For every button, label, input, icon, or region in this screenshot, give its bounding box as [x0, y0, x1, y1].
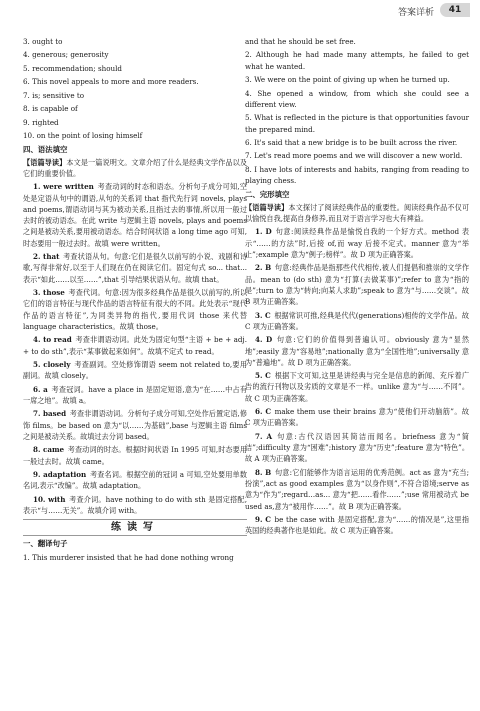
cloze-answers: [245, 226, 469, 536]
explanation: 考查非谓语动词。此处为固定句型“主语 + be + adj. + to do sth”,表示“某事做起来如何”。故填不定式 to read。: [23, 335, 247, 356]
cloze-item: [245, 514, 469, 537]
cloze-item: [245, 262, 469, 307]
cloze-item: [245, 226, 469, 260]
answer-key: 3. those: [33, 288, 65, 298]
page-number: 41: [440, 3, 470, 17]
answer-line: 4. generous; generosity: [23, 50, 109, 60]
grammar-item: [23, 494, 247, 517]
answer-line: 7. is; sensitive to: [23, 90, 84, 100]
section-label: 答案详析: [397, 8, 434, 18]
answer-line: 8. is capable of: [23, 104, 78, 114]
answer-key: 8. B: [255, 467, 272, 477]
explanation: 考查介词。have nothing to do with sth 是固定搭配,表示“与……无关”。故填介词 with。: [23, 494, 247, 515]
section-title-translation: 一、翻译句子: [23, 539, 68, 549]
explanation: 句意:它们的价值得到普遍认可。obviously 意为“显然地”;easily 意为“容易地”;nationally 意为“全国性地”;universally 意为“普遍地”。故 D 项为正确答案。: [245, 335, 469, 367]
section-title-cloze: 二、完形填空: [245, 189, 290, 199]
explanation: 根据下文可知,这里是讲经典与完全是信息的新闻、充斥着广告的流行刊物以及劣质的文章是不一样。unlike 意为“与……不同”。故 C 项为正确答案。: [245, 371, 469, 403]
answer-key: 6. C: [255, 407, 272, 417]
guide-tag: 【语篇导读】: [245, 202, 289, 212]
grammar-item: [23, 334, 247, 357]
answer-key: 4. to read: [33, 335, 72, 345]
grammar-item: [23, 384, 247, 407]
answer-key: 1. D: [255, 227, 272, 237]
answer-line: 3. ought to: [23, 37, 63, 46]
answer-key: 5. closely: [33, 359, 71, 369]
cloze-item: [245, 406, 469, 429]
guide-text: 本文探讨了阅读经典作品的重要性。阅读经典作品不仅可以愉悦自我,提高自身修养,而且对于语言学习也大有裨益。: [245, 202, 469, 223]
grammar-item: [23, 181, 247, 249]
left-column: [23, 36, 247, 565]
translation-line: 7. Let's read more poems and we will discover a new world.: [245, 151, 463, 161]
explanation: 考查动词的时态和语态。分析句子成分可知,空处是定语从句中的谓语,从句的关系词 that 指代先行词 novels, plays and poems,谓语动词与其为被动关系,且指过去的事情,所以用一般过去时的被动语态。在此 write 与逻辑主语 novels, plays and poems 之间是被动关系,要用被动语态。结合时间状语 a long time ago 可知,时态要用一般过去时。故填 were written。: [23, 182, 247, 248]
explanation: 考查状语从句。句意:它们是很久以前写的小说、戏剧和诗歌,写得非常好,以至于人们现在仍在阅读它们。固定句式 so... that... 表示“如此……以至……”,that 引导结果状语从句。故填 that。: [23, 252, 248, 284]
answer-key: 10. with: [33, 494, 66, 504]
explanation: be the case with 是固定搭配,意为“……的情况是”,这里指英国的经典著作也是如此。故 C 项为正确答案。: [245, 514, 470, 536]
explanation: make them use their brains 意为“使他们开动脑筋”。故 C 项为正确答案。: [245, 407, 469, 428]
explanation: 考查非谓语动词。分析句子成分可知,空处作后置定语,修饰 films。be based on 意为“以……为基础”,base 与逻辑主语 films 之间是被动关系。故填过去分词 based。: [23, 409, 247, 441]
translation-line: 8. I have lots of interests and habits, ranging from reading to playing chess.: [245, 164, 469, 186]
right-column: [245, 36, 469, 539]
grammar-answers: [23, 181, 247, 516]
cloze-item: [245, 370, 469, 404]
translation-line: 5. What is reflected in the picture is that opportunities favour the prepared mind.: [245, 113, 469, 134]
passage-guide: [23, 157, 247, 180]
cloze-item: [245, 467, 469, 512]
grammar-item: [23, 469, 247, 492]
answer-key: 7. A: [255, 431, 273, 441]
page-header: [0, 0, 480, 22]
answer-key: 9. C: [255, 514, 271, 524]
explanation: 句意:它们能够作为语言运用的优秀范例。act as 意为“充当;扮演”,act as good examples 意为“以身作则”,不符合语境;serve as 意为“作为”;regard…as… 意为“把……看作……”;use 常用被动式 be used as,意为“被用作……”。故 B 项为正确答案。: [245, 467, 469, 511]
cloze-item: [245, 334, 469, 368]
practice-banner: 练读写: [23, 519, 247, 536]
grammar-item: [23, 287, 247, 332]
answer-key: 5. C: [255, 371, 271, 381]
grammar-item: [23, 251, 247, 285]
explanation: 考查动词的时态。根据时间状语 In 1995 可知,时态要用一般过去时。故填 came。: [23, 445, 248, 466]
guide-tag: 【语篇导读】: [23, 157, 67, 167]
answer-key: 6. a: [33, 384, 48, 394]
explanation: 考查名词。根据空前的冠词 a 可知,空处要用单数名词,表示“改编”。故填 adaptation。: [23, 469, 247, 491]
grammar-item: [23, 408, 247, 442]
explanation: 考查代词。句意:因为很多经典作品是很久以前写的,所以它们的语言特征与现代作品的语言特征有很大的不同。此处表示“现代作品的语言特征”,为同类异物的指代,要用代词 those 来代替 language characteristics。故填 those。: [23, 288, 247, 331]
answer-line: 6. This novel appeals to more and more readers.: [23, 77, 199, 87]
answer-key: 1. were written: [33, 182, 94, 192]
translation-line: 3. We were on the point of giving up when he turned up.: [245, 75, 450, 85]
grammar-item: [23, 444, 247, 467]
translation-line: 1. This murderer insisted that he had done nothing wrong: [23, 552, 234, 562]
translation-line: and that he should be set free.: [245, 37, 356, 46]
explanation: 句意:古代汉语因其简洁而闻名。briefness 意为“简洁”;difficulty 意为“困难”;history 意为“历史”;feature 意为“特色”。故 A 项为正确答案。: [245, 431, 470, 464]
section-title-grammar: 四、语法填空: [23, 144, 68, 154]
answers-list-a: [23, 36, 247, 141]
passage-guide: [245, 202, 469, 225]
translation-line: 4. She opened a window, from which she could see a different view.: [245, 88, 469, 109]
translation-line: 6. It's said that a new bridge is to be built across the river.: [245, 137, 458, 147]
cloze-item: [245, 310, 469, 333]
cloze-item: [245, 431, 469, 465]
explanation: 考查冠词。have a place in 是固定短语,意为“在……中占有一席之地”。故填 a。: [23, 384, 247, 405]
answer-key: 3. C: [255, 310, 271, 320]
answer-line: 5. recommendation; should: [23, 63, 122, 73]
translation-line: 2. Although he had made many attempts, he failed to get what he wanted.: [245, 50, 469, 71]
answer-key: 2. B: [255, 263, 272, 273]
answer-key: 4. D: [255, 335, 273, 345]
explanation: 考查副词。空处修饰谓语 seem not related to,要用副词。故填 closely。: [23, 359, 247, 381]
answer-key: 7. based: [33, 409, 67, 419]
grammar-item: [23, 359, 247, 382]
explanation: 句意:经典作品是指那些代代相传,被人们提倡和推崇的文学作品。mean to (do sth) 意为“打算(去做某事)”;refer to 意为“指的是”;turn to 意为“转向;向某人求助”;speak to 意为“与……交谈”。故 B 项为正确答案。: [245, 263, 469, 307]
answer-line: 9. righted: [23, 117, 59, 127]
answer-key: 2. that: [33, 252, 60, 262]
explanation: 根据常识可推,经典是代代(generations)相传的文学作品。故 C 项为正确答案。: [245, 310, 470, 331]
translation-answers: [245, 36, 469, 186]
answer-key: 9. adaptation: [33, 469, 87, 479]
answer-line: 10. on the point of losing himself: [23, 131, 143, 141]
guide-text: 本文是一篇说明文。文章介绍了什么是经典文学作品以及它们的重要价值。: [23, 157, 247, 178]
explanation: 句意:阅读经典作品是愉悦自我的一个好方式。method 表示“……的方法”时,后接 of,而 way 后接不定式。manner 意为“举止”;example 意为“例子;榜样”。故 D 项为正确答案。: [245, 227, 469, 259]
answer-key: 8. came: [33, 445, 65, 455]
